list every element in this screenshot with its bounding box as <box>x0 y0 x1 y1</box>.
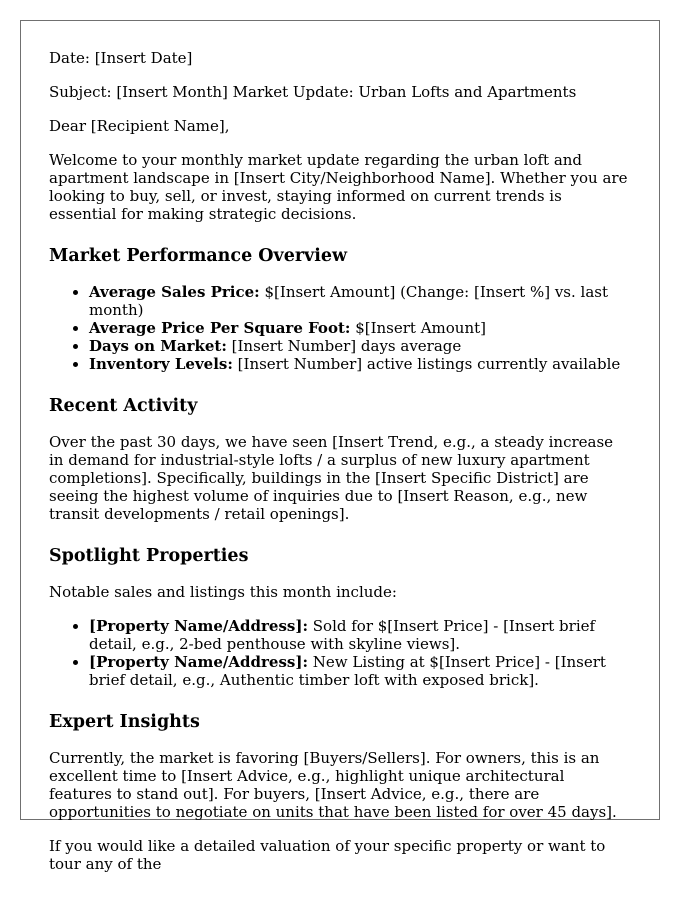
spotlight-list <box>49 617 631 689</box>
expert-insights-heading: Expert Insights <box>49 712 200 732</box>
item-text: $[Insert Amount] (Change: [Insert %] vs. last month) <box>89 283 609 319</box>
item-text: [Insert Number] active listings currently available <box>232 355 621 373</box>
recent-activity-heading: Recent Activity <box>49 396 198 416</box>
item-label: Average Price Per Square Foot: <box>89 319 351 337</box>
subject-line: Subject: [Insert Month] Market Update: Urban Lofts and Apartments <box>49 83 577 101</box>
item-text: New Listing at $[Insert Price] - [Insert brief detail, e.g., Authentic timber loft with exposed brick]. <box>89 653 606 689</box>
date-line: Date: [Insert Date] <box>49 49 193 67</box>
item-label: Inventory Levels: <box>89 355 233 373</box>
expert-insights-paragraph: Currently, the market is favoring [Buyers/Sellers]. For owners, this is an excellent time to [Insert Advice, e.g., highlight unique architectural features to stand out]. For buyers, [Insert Advice, e.g., there are opportunities to negotiate on units that have been listed for over 45 days]. <box>49 749 617 821</box>
letter-content <box>21 21 659 873</box>
list-item <box>89 319 631 337</box>
item-label: Average Sales Price: <box>89 283 260 301</box>
intro-paragraph: Welcome to your monthly market update regarding the urban loft and apartment landscape in [Insert City/Neighborhood Name]. Whether you are looking to buy, sell, or invest, staying informed on current trends is essential for making strategic decisions. <box>49 151 628 223</box>
item-text: $[Insert Amount] <box>350 319 487 337</box>
market-performance-heading: Market Performance Overview <box>49 246 348 266</box>
list-item <box>89 337 631 355</box>
item-text: [Insert Number] days average <box>226 337 462 355</box>
list-item <box>89 283 631 319</box>
spotlight-heading: Spotlight Properties <box>49 546 249 566</box>
item-label: Days on Market: <box>89 337 227 355</box>
list-item <box>89 653 631 689</box>
list-item <box>89 617 631 653</box>
item-label: [Property Name/Address]: <box>89 617 308 635</box>
market-performance-list <box>49 283 631 373</box>
recent-activity-paragraph: Over the past 30 days, we have seen [Insert Trend, e.g., a steady increase in demand for industrial-style lofts / a surplus of new luxury apartment completions]. Specifically, buildings in the [Insert Specific District] are seeing the highest volume of inquiries due to [Insert Reason, e.g., new transit developments / retail openings]. <box>49 433 614 523</box>
list-item <box>89 355 631 373</box>
closing-paragraph: If you would like a detailed valuation of your specific property or want to tour any of the <box>49 837 606 873</box>
spotlight-intro: Notable sales and listings this month include: <box>49 583 397 601</box>
letter-page <box>20 20 660 873</box>
item-label: [Property Name/Address]: <box>89 653 308 671</box>
salutation: Dear [Recipient Name], <box>49 117 230 135</box>
item-text: Sold for $[Insert Price] - [Insert brief detail, e.g., 2-bed penthouse with skyline views]. <box>89 617 596 653</box>
